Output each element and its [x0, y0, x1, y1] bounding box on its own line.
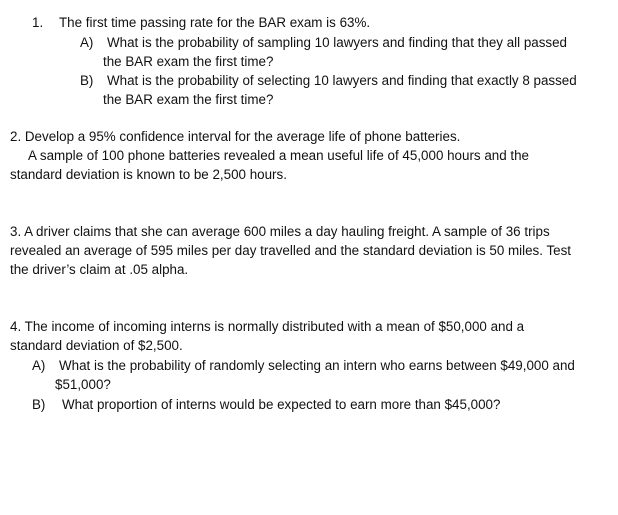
question-1b-line-1: What is the probability of selecting 10 lawyers and finding that exactly 8 passed: [107, 73, 577, 88]
question-1-number: 1.: [32, 15, 44, 30]
question-2-line-3: standard deviation is known to be 2,500 hours.: [10, 167, 287, 182]
question-3-line-1: 3. A driver claims that she can average 600 miles a day hauling freight. A sample of 36 trips: [10, 224, 550, 239]
question-4a-line-1: What is the probability of randomly selecting an intern who earns between $49,000 and: [59, 358, 575, 373]
question-4a-line-2: $51,000?: [55, 377, 111, 392]
question-1a-label: A): [80, 35, 94, 50]
question-1-text: The first time passing rate for the BAR exam is 63%.: [59, 15, 371, 30]
question-4-line-2: standard deviation of $2,500.: [10, 338, 183, 353]
question-4b-label: B): [32, 397, 46, 412]
question-2-line-1: 2. Develop a 95% confidence interval for the average life of phone batteries.: [10, 129, 461, 144]
question-1a-line-1: What is the probability of sampling 10 lawyers and finding that they all passed: [107, 35, 568, 50]
question-4-line-1: 4. The income of incoming interns is normally distributed with a mean of $50,000 and a: [10, 319, 525, 334]
question-4a-label: A): [32, 358, 46, 373]
question-1b-line-2: the BAR exam the first time?: [103, 92, 274, 107]
question-3-line-3: the driver’s claim at .05 alpha.: [10, 262, 189, 277]
question-3-line-2: revealed an average of 595 miles per day travelled and the standard deviation is 50 miles. Test: [10, 243, 572, 258]
question-1b-label: B): [80, 73, 94, 88]
question-1a-line-2: the BAR exam the first time?: [103, 54, 274, 69]
question-4b-line-1: What proportion of interns would be expected to earn more than $45,000?: [62, 397, 501, 412]
question-2-line-2: A sample of 100 phone batteries revealed a mean useful life of 45,000 hours and the: [28, 148, 530, 163]
